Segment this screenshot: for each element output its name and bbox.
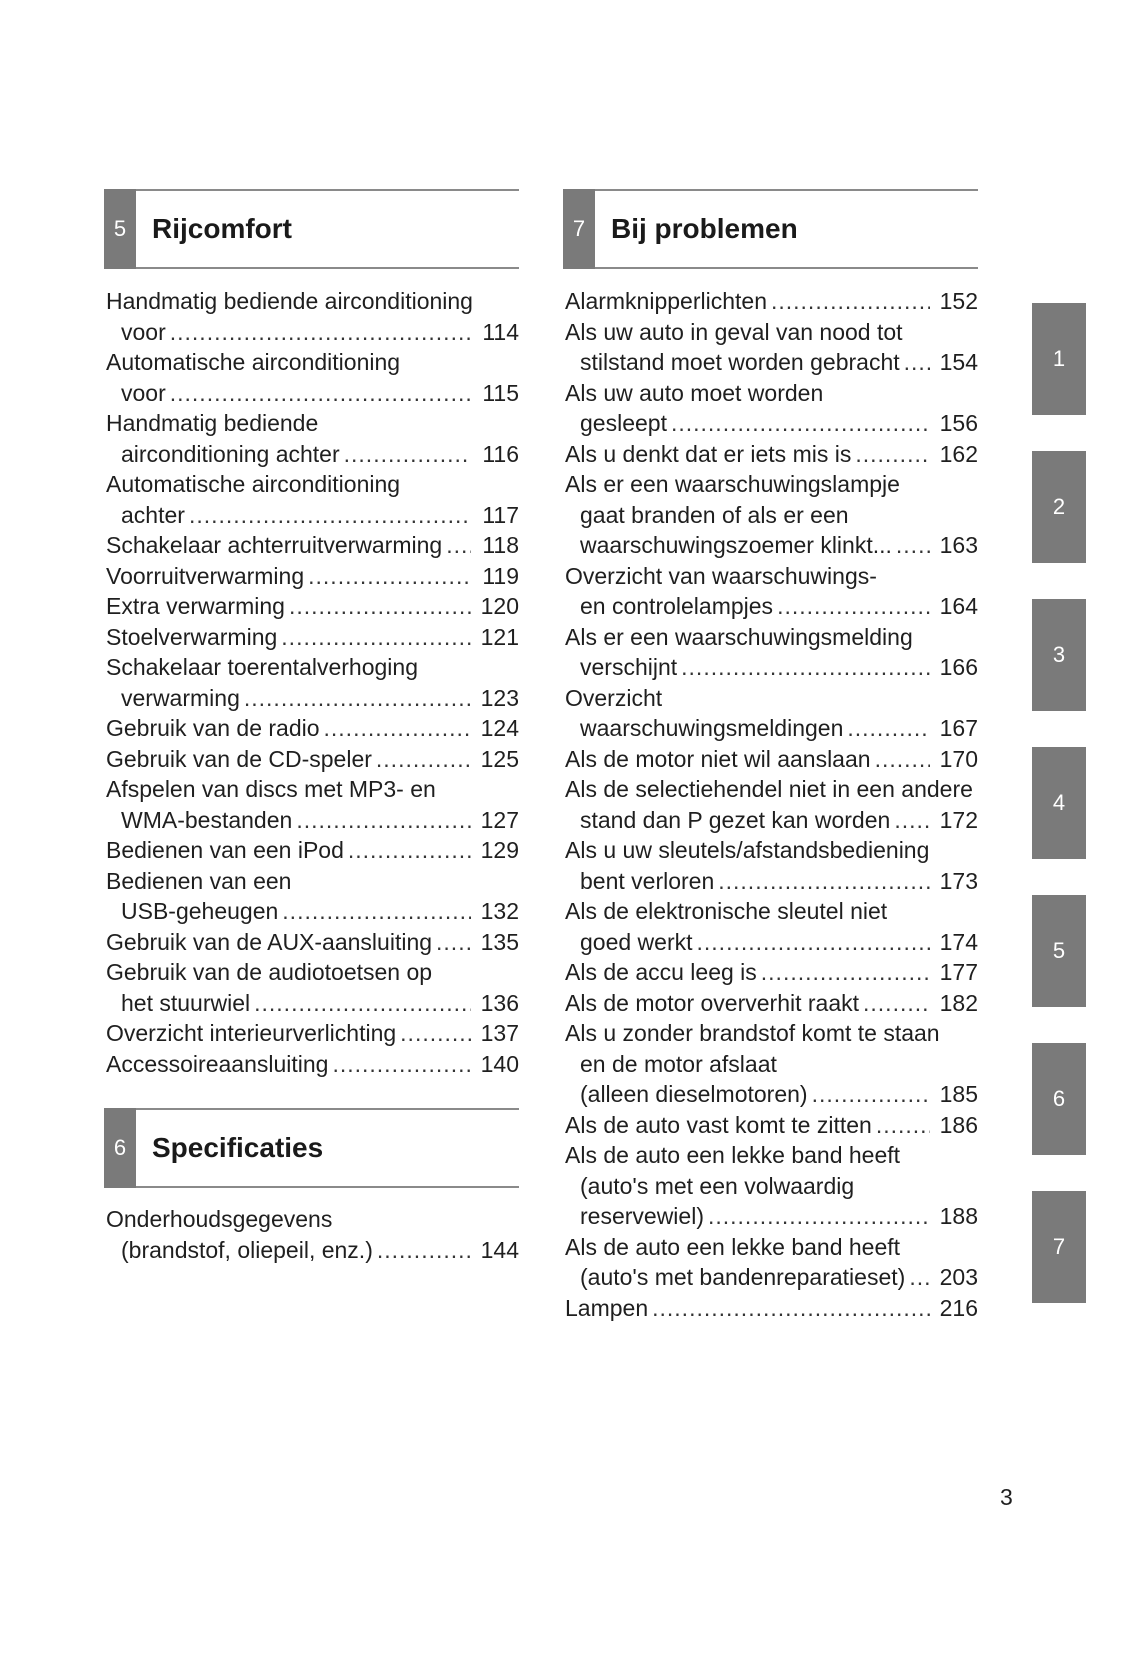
dot-leader (812, 1079, 930, 1110)
toc-page-number: 177 (939, 959, 978, 985)
dot-leader (863, 988, 930, 1019)
toc-entry[interactable] (106, 774, 519, 835)
toc-entry-text: Schakelaar toerentalverhoging (106, 654, 418, 680)
toc-entry-text: Lampen (565, 1294, 649, 1321)
toc-page-number: 127 (480, 806, 519, 833)
toc-page-number: 154 (939, 349, 978, 375)
toc-entry-text: Als uw auto moet worden (565, 379, 824, 406)
dot-leader (332, 1049, 471, 1080)
dot-leader (652, 1293, 930, 1324)
toc-entry[interactable] (565, 683, 978, 744)
toc-page-number: 170 (939, 745, 978, 772)
toc-entry[interactable] (106, 744, 519, 775)
toc-entry-text: Gebruik van de CD-speler (106, 745, 372, 772)
toc-entry-text: Afspelen van discs met MP3- en (106, 776, 436, 802)
toc-entry[interactable] (565, 286, 978, 317)
dot-leader (281, 622, 471, 653)
dot-leader (344, 439, 471, 470)
toc-entry-text: Handmatig bediende (106, 410, 319, 436)
toc-entry[interactable] (106, 530, 519, 561)
side-tab-7[interactable]: 7 (1032, 1191, 1086, 1303)
toc-entry[interactable] (565, 896, 978, 957)
toc-entry-text: verwarming (121, 684, 240, 711)
toc-entry-text: voor (121, 318, 166, 345)
toc-entry-text: en de motor afslaat (580, 1050, 777, 1077)
dot-leader (904, 347, 930, 378)
toc-entry[interactable] (106, 469, 519, 530)
toc-entry[interactable] (106, 713, 519, 744)
toc-entry-text: gaat branden of als er een (580, 501, 849, 528)
toc-page-number: 140 (480, 1050, 519, 1077)
dot-leader (376, 744, 471, 775)
toc-entry[interactable] (106, 286, 519, 347)
dot-leader (254, 988, 471, 1019)
toc-entry-text: Overzicht interieurverlichting (106, 1020, 397, 1046)
toc-entry[interactable] (106, 591, 519, 622)
dot-leader (894, 805, 930, 836)
toc-entry-text: Als uw auto in geval van nood tot (565, 318, 903, 345)
toc-entry[interactable] (106, 561, 519, 592)
toc-page-number: 125 (480, 745, 519, 772)
toc-entry[interactable] (565, 988, 978, 1019)
toc-entry-text: waarschuwingszoemer klinkt... (580, 532, 892, 558)
toc-entry[interactable] (106, 652, 519, 713)
toc-page-number: 137 (480, 1020, 519, 1046)
toc-entry[interactable] (565, 957, 978, 988)
dot-leader (308, 561, 471, 592)
toc-entry[interactable] (106, 1018, 519, 1049)
toc-entry-text: Overzicht van waarschuwings- (565, 562, 877, 589)
toc-entry[interactable] (106, 1049, 519, 1080)
toc-entry[interactable] (565, 622, 978, 683)
toc-entry-text: USB-geheugen (121, 898, 279, 924)
dot-leader (875, 744, 930, 775)
toc-page-number: 117 (482, 501, 519, 528)
toc-page-number: 156 (939, 410, 978, 436)
dot-leader (446, 530, 471, 561)
section-number: 7 (563, 189, 595, 269)
toc-page-number: 216 (939, 1294, 978, 1321)
toc-entry[interactable] (565, 1140, 978, 1232)
toc-page-number: 115 (482, 379, 519, 406)
toc-entry[interactable] (565, 469, 978, 561)
toc-entry[interactable] (106, 347, 519, 408)
toc-entry-text: Als de auto een lekke band heeft (565, 1233, 901, 1260)
toc-entry-text: (auto's met bandenreparatieset) (580, 1264, 906, 1290)
toc-page-number: 121 (480, 623, 519, 650)
dot-leader (777, 591, 930, 622)
toc-page-number: 186 (939, 1111, 978, 1138)
toc-page-number: 120 (480, 593, 519, 619)
toc-entry-text: Als de motor oververhit raakt (565, 989, 860, 1016)
toc-entry-text: Als de elektronische sleutel niet (565, 898, 888, 924)
dot-leader (909, 1262, 930, 1293)
toc-page-number: 152 (939, 288, 978, 314)
toc-entry-text: Als er een waarschuwingsmelding (565, 623, 913, 650)
section-number: 6 (104, 1108, 136, 1188)
toc-entry-text: Als u uw sleutels/afstandsbediening (565, 837, 930, 863)
page-number: 3 (1000, 1484, 1013, 1510)
toc-entry[interactable] (565, 1110, 978, 1141)
toc-page-number: 116 (482, 440, 519, 467)
toc-entry-text: reservewiel) (580, 1203, 704, 1229)
toc-entry-text: Als u denkt dat er iets mis is (565, 440, 852, 467)
dot-leader (855, 439, 930, 470)
toc-entry[interactable] (106, 408, 519, 469)
toc-entry-text: het stuurwiel (121, 989, 251, 1016)
toc-page-number: 136 (480, 989, 519, 1016)
toc-entry-text: Voorruitverwarming (106, 562, 305, 589)
toc-page-number: 162 (939, 440, 978, 467)
toc-entry-text: stand dan P gezet kan worden (580, 806, 891, 833)
toc-entry-text: en controlelampjes (580, 593, 774, 619)
toc-entry-text: Gebruik van de radio (106, 715, 320, 741)
dot-leader (671, 408, 930, 439)
dot-leader (189, 500, 471, 531)
section-header-bij-problemen (563, 189, 978, 269)
toc-entry-text: WMA-bestanden (121, 806, 293, 833)
toc-entry-text: Onderhoudsgegevens (106, 1206, 333, 1232)
dot-leader (377, 1235, 471, 1266)
side-tab-4[interactable]: 4 (1032, 747, 1086, 859)
side-tab-6[interactable]: 6 (1032, 1043, 1086, 1155)
toc-entry-text: achter (121, 501, 185, 528)
toc-entry-text: (auto's met een volwaardig (580, 1172, 855, 1199)
toc-entry-text: Handmatig bediende airconditioning (106, 288, 473, 314)
toc-list-bij-problemen (565, 286, 978, 1323)
dot-leader (876, 1110, 930, 1141)
toc-page-number: 172 (939, 806, 978, 833)
toc-page-number: 174 (939, 928, 978, 955)
section-header-rijcomfort (104, 189, 519, 269)
toc-entry-text: Bedienen van een (106, 867, 292, 894)
toc-page-number: 164 (939, 593, 978, 619)
dot-leader (324, 713, 471, 744)
toc-page-number: 188 (939, 1203, 978, 1229)
toc-entry-text: Als de auto vast komt te zitten (565, 1111, 872, 1138)
toc-entry-text: Stoelverwarming (106, 623, 278, 650)
toc-page-number: 182 (939, 989, 978, 1016)
dot-leader (771, 286, 930, 317)
toc-entry[interactable] (106, 1204, 519, 1265)
toc-entry[interactable] (565, 835, 978, 896)
toc-list-rijcomfort (106, 286, 519, 1079)
toc-entry-text: Als de accu leeg is (565, 959, 757, 985)
toc-page-number: 119 (482, 562, 519, 589)
toc-entry-text: airconditioning achter (121, 440, 340, 467)
toc-page-number: 203 (939, 1264, 978, 1290)
side-tab-3[interactable]: 3 (1032, 599, 1086, 711)
toc-entry[interactable] (565, 1018, 978, 1110)
toc-entry[interactable] (106, 866, 519, 927)
toc-page-number: 166 (939, 654, 978, 680)
toc-page-number: 167 (939, 715, 978, 741)
dot-leader (436, 927, 471, 958)
dot-leader (400, 1018, 471, 1049)
toc-entry-text: Automatische airconditioning (106, 471, 401, 497)
toc-entry[interactable] (565, 317, 978, 378)
toc-entry[interactable] (106, 622, 519, 653)
toc-entry-text: Gebruik van de AUX-aansluiting (106, 928, 433, 955)
dot-leader (296, 805, 471, 836)
section-title: Bij problemen (611, 213, 798, 244)
toc-entry-text: gesleept (580, 410, 667, 436)
toc-entry-text: Extra verwarming (106, 593, 285, 619)
section-title: Specificaties (152, 1132, 324, 1163)
section-title: Rijcomfort (152, 213, 292, 244)
toc-page-number: 123 (480, 684, 519, 711)
toc-entry-text: verschijnt (580, 654, 678, 680)
toc-entry[interactable] (565, 439, 978, 470)
toc-entry-text: Bedienen van een iPod (106, 837, 344, 863)
toc-entry-text: bent verloren (580, 867, 715, 894)
toc-page-number: 129 (480, 837, 519, 863)
dot-leader (289, 591, 471, 622)
toc-page-number: 118 (482, 532, 519, 558)
toc-page-number: 124 (480, 715, 519, 741)
toc-entry-text: Accessoireaansluiting (106, 1050, 329, 1077)
toc-page-number: 114 (482, 318, 519, 345)
dot-leader (708, 1201, 930, 1232)
toc-entry-text: Automatische airconditioning (106, 349, 401, 375)
toc-entry-text: Als de auto een lekke band heeft (565, 1142, 901, 1168)
dot-leader (170, 317, 471, 348)
toc-entry[interactable] (565, 1232, 978, 1293)
side-tab-5[interactable]: 5 (1032, 895, 1086, 1007)
toc-page-number: 173 (939, 867, 978, 894)
toc-entry[interactable] (106, 957, 519, 1018)
dot-leader (170, 378, 471, 409)
toc-entry[interactable] (565, 1293, 978, 1324)
dot-leader (847, 713, 930, 744)
toc-entry[interactable] (106, 835, 519, 866)
toc-entry-text: goed werkt (580, 928, 693, 955)
toc-entry[interactable] (565, 561, 978, 622)
dot-leader (681, 652, 930, 683)
side-tab-1[interactable]: 1 (1032, 303, 1086, 415)
toc-entry-text: Alarmknipperlichten (565, 288, 767, 314)
dot-leader (896, 530, 930, 561)
dot-leader (761, 957, 930, 988)
toc-entry-text: Als de motor niet wil aanslaan (565, 745, 871, 772)
toc-page-number: 185 (939, 1081, 978, 1107)
toc-page-number: 163 (939, 532, 978, 558)
toc-entry-text: voor (121, 379, 166, 406)
section-number: 5 (104, 189, 136, 269)
section-header-specificaties (104, 1108, 519, 1188)
toc-entry-text: Gebruik van de audiotoetsen op (106, 959, 433, 985)
toc-entry-text: Schakelaar achterruitverwarming (106, 532, 443, 558)
toc-page-number: 132 (480, 898, 519, 924)
dot-leader (282, 896, 471, 927)
toc-entry-text: (alleen dieselmotoren) (580, 1081, 808, 1107)
toc-page-number: 144 (480, 1236, 519, 1263)
dot-leader (697, 927, 930, 958)
dot-leader (244, 683, 471, 714)
toc-entry-text: Overzicht (565, 684, 663, 711)
toc-entry-text: (brandstof, oliepeil, enz.) (121, 1236, 373, 1263)
toc-entry-text: waarschuwingsmeldingen (580, 715, 844, 741)
toc-entry-text: Als de selectiehendel niet in een andere (565, 776, 973, 802)
toc-page-number: 135 (480, 928, 519, 955)
toc-entry-text: Als er een waarschuwingslampje (565, 471, 900, 497)
toc-entry[interactable] (565, 378, 978, 439)
toc-entry[interactable] (106, 927, 519, 958)
toc-entry[interactable] (565, 774, 978, 835)
toc-list-specificaties (106, 1204, 519, 1265)
toc-entry-text: Als u zonder brandstof komt te staan (565, 1020, 940, 1046)
toc-entry[interactable] (565, 744, 978, 775)
side-tab-2[interactable]: 2 (1032, 451, 1086, 563)
toc-entry-text: stilstand moet worden gebracht (580, 349, 900, 375)
dot-leader (718, 866, 930, 897)
dot-leader (348, 835, 471, 866)
